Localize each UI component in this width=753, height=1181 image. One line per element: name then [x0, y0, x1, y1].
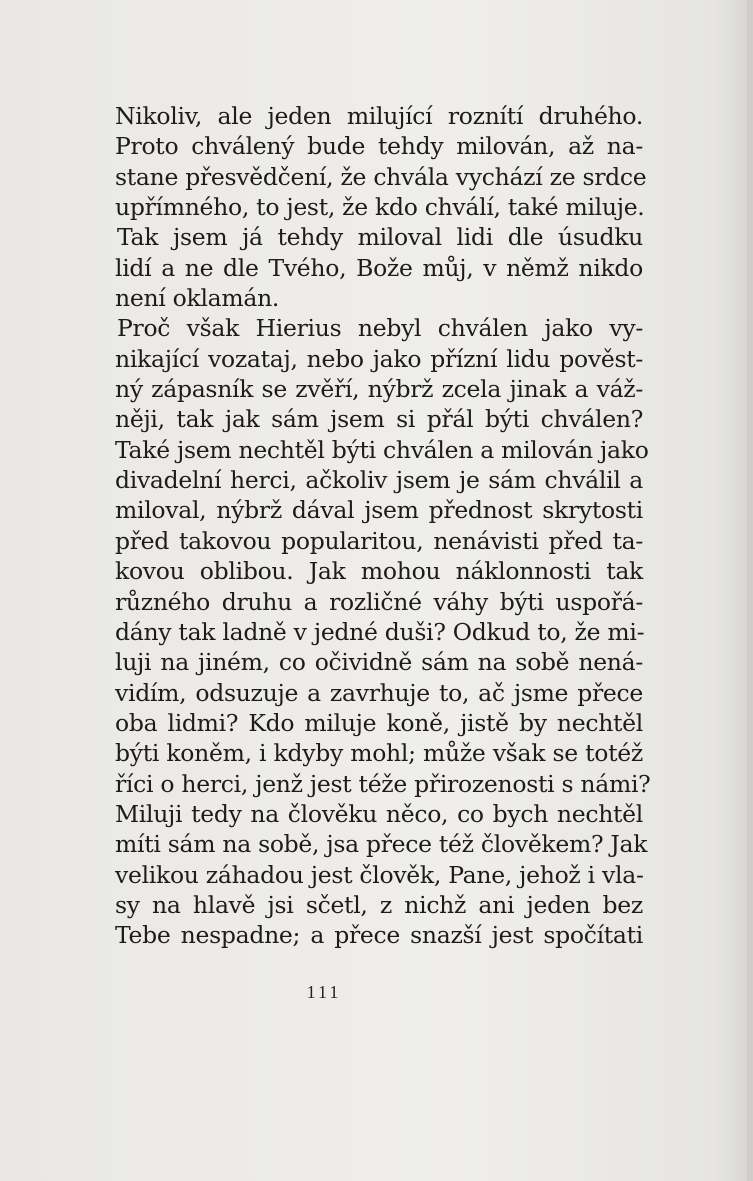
text-line: dány tak ladně v jedné duši? Odkud to, že mi-	[115, 617, 645, 646]
text-line: miloval, nýbrž dával jsem přednost skrytosti	[115, 496, 643, 525]
page-number: 111	[306, 982, 342, 1002]
text-line: upřímného, to jest, že kdo chválí, také miluje.	[115, 193, 645, 222]
text-line: vidím, odsuzuje a zavrhuje to, ač jsme přece	[115, 678, 643, 707]
text-line: luji na jiném, co očividně sám na sobě nená-	[115, 648, 643, 677]
text-line: sy na hlavě jsi sčetl, z nichž ani jeden bez	[115, 890, 643, 919]
text-line: říci o herci, jenž jest téže přirozenosti s námi?	[115, 769, 651, 798]
text-line: nikající vozataj, nebo jako přízní lidu pověst-	[115, 344, 643, 373]
text-line: před takovou popularitou, nenávisti před ta-	[115, 526, 643, 555]
body-text	[115, 101, 651, 951]
text-line: něji, tak jak sám jsem si přál býti chválen?	[115, 405, 643, 434]
text-line: Tak jsem já tehdy miloval lidi dle úsudku	[117, 223, 643, 252]
text-line: míti sám na sobě, jsa přece též člověkem? Jak	[115, 830, 648, 859]
text-line: Tebe nespadne; a přece snazší jest spočítati	[115, 921, 643, 950]
page-edge-shadow	[747, 0, 753, 1181]
text-line: oba lidmi? Kdo miluje koně, jistě by nechtěl	[115, 708, 643, 737]
text-line: lidí a ne dle Tvého, Bože můj, v němž nikdo	[115, 253, 643, 282]
text-line: Proto chválený bude tehdy milován, až na-	[115, 132, 643, 161]
text-line: není oklamán.	[115, 284, 280, 313]
text-line: divadelní herci, ačkoliv jsem je sám chválil a	[115, 466, 643, 495]
text-line: stane přesvědčení, že chvála vychází ze srdce	[115, 162, 647, 191]
text-line: velikou záhadou jest člověk, Pane, jehož i vla-	[115, 860, 644, 889]
text-line: kovou oblibou. Jak mohou náklonnosti tak	[115, 557, 643, 586]
text-line: Proč však Hierius nebyl chválen jako vy-	[117, 314, 643, 343]
text-line: Nikoliv, ale jeden milující roznítí druhého.	[115, 102, 643, 130]
text-line: různého druhu a rozličné váhy býti uspořá-	[115, 587, 643, 616]
text-line: Také jsem nechtěl býti chválen a milován jako	[115, 435, 649, 464]
text-line: býti koněm, i kdyby mohl; může však se totéž	[115, 739, 643, 768]
text-line: ný zápasník se zvěří, nýbrž zcela jinak a váž-	[115, 375, 643, 404]
text-line: Miluji tedy na člověku něco, co bych nechtěl	[115, 799, 643, 828]
